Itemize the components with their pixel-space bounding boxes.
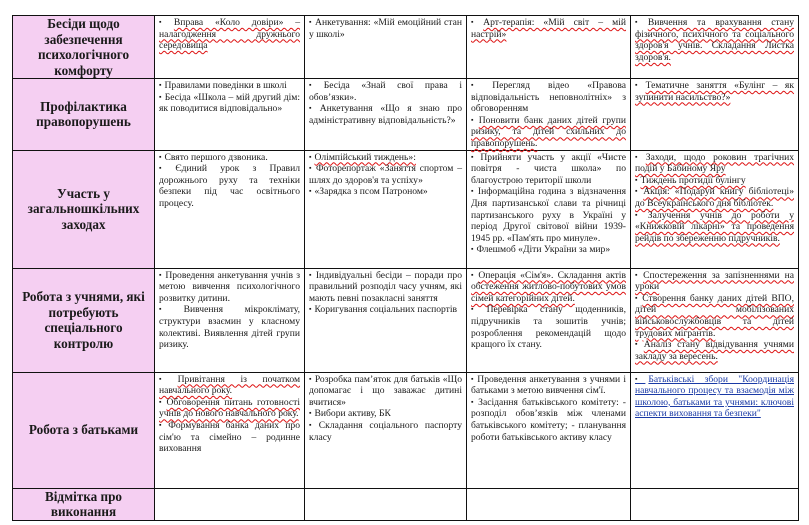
bullet-icon: ▪: [159, 305, 181, 314]
bullet-icon: ▪: [471, 397, 476, 406]
activity-cell: [631, 79, 799, 151]
list-item-text: Заходи, щодо роковин трагічних подій у Бабиному Яру: [635, 151, 795, 175]
activity-cell: [155, 268, 305, 372]
table-row-completion-mark: [13, 488, 799, 520]
activity-cell: [155, 79, 305, 151]
bullet-icon: ▪: [309, 187, 312, 196]
list-item: [159, 17, 300, 52]
parent-meeting-link[interactable]: [635, 374, 794, 420]
activity-cell: [631, 16, 799, 79]
bullet-icon: ▪: [309, 305, 312, 314]
row-heading: Бесіди щодо забезпечення психологічного комфорту: [13, 16, 155, 79]
activity-cell: [467, 268, 631, 372]
bullet-icon: ▪: [309, 409, 312, 418]
activity-cell: [467, 150, 631, 268]
activity-cell: [305, 488, 467, 520]
list-item: [471, 270, 626, 305]
bullet-icon: ▪: [635, 175, 638, 184]
table-row-special-control: [13, 268, 799, 372]
list-item: [635, 186, 794, 209]
bullet-icon: ▪: [635, 18, 645, 26]
list-item: [635, 210, 794, 245]
table-body: [13, 16, 799, 521]
list-item-text: Залучення учнів до роботи у «Книжковій лікарні» та проведення рейдів по збереженню підручників.: [635, 209, 794, 244]
list-item-text: Вибори активу, БК: [314, 408, 391, 420]
list-item: [159, 92, 300, 115]
bullet-icon: ▪: [159, 81, 162, 89]
bullet-icon: ▪: [471, 115, 476, 124]
bullet-icon: ▪: [159, 152, 162, 161]
activity-cell: [305, 150, 467, 268]
activity-cell: [305, 372, 467, 488]
list-item: [309, 304, 462, 316]
bullet-icon: ▪: [471, 374, 475, 383]
list-item-text: Свято першого дзвоника.: [164, 151, 268, 163]
list-item-text: Привітання із початком навчального року.: [159, 373, 301, 397]
list-item: [635, 80, 794, 103]
list-item-text: Інформаційна година з відзначення Дня партизанської слави та річниці партизанського руху в Україні у період Другої світової війни 1939-1945 рр. «Пам'ять про минуле».: [471, 186, 626, 244]
list-item-text: Єдиний урок з Правил дорожнього руху та техніки безпеки під час освітнього процесу.: [159, 163, 300, 209]
activity-cell: [305, 268, 467, 372]
bullet-icon: ▪: [309, 420, 316, 429]
list-item: [471, 304, 626, 350]
list-item-text: Проведення анкетування учнів з метою вивчення психологічного розвитку дитини.: [159, 269, 300, 304]
list-item: [471, 17, 626, 40]
list-item-text: Засідання батьківського комітету: - розподіл обов’язків між членами батьківського комітету; - планування роботи батьківського активу класу: [471, 396, 627, 443]
list-item-text: Батьківські збори "Координація навчального процесу та взаємодія між школою, батьками та учнями: ключові аспекти виховання та безпеки": [635, 373, 795, 420]
list-item: [471, 80, 626, 115]
bullet-icon: ▪: [635, 81, 643, 89]
bullet-icon: ▪: [471, 270, 476, 279]
row-heading: Робота з батьками: [13, 372, 155, 488]
bullet-icon: ▪: [635, 293, 640, 302]
bullet-icon: ▪: [309, 104, 317, 113]
list-item: [159, 420, 300, 455]
list-item: [635, 270, 794, 293]
table-row-parents: [13, 372, 799, 488]
activity-cell: [467, 372, 631, 488]
list-item: [309, 80, 462, 103]
activity-cell: [305, 16, 467, 79]
list-item: [159, 374, 300, 397]
list-item: [471, 152, 626, 187]
list-item-text: Бесіда «Знай свої права і обов’язки».: [309, 80, 462, 103]
list-item-text: Тиждень протидії булінгу: [640, 174, 746, 186]
list-item: [635, 175, 794, 187]
list-item-text: Правилами поведінки в школі: [164, 80, 287, 91]
activity-cell: [305, 79, 467, 151]
bullet-icon: ▪: [635, 270, 641, 279]
list-item-text: Перегляд відео «Правова відповідальність неповнолітніх» з обговоренням: [471, 80, 626, 115]
list-item-text: Олімпійський тиждень»:: [314, 151, 416, 163]
list-item: [159, 304, 300, 350]
list-item-text: Створення банку даних дітей ВПО, дітей мобілізованих військовослужбовців та дітей трудових мігрантів.: [635, 292, 794, 339]
activity-cell: [155, 488, 305, 520]
list-item: [635, 17, 794, 63]
bullet-icon: ▪: [309, 164, 313, 173]
bullet-icon: ▪: [635, 374, 646, 383]
bullet-icon: ▪: [471, 245, 474, 254]
bullet-icon: ▪: [635, 340, 641, 349]
list-item-text: Поновити банк даних дітей групи ризику, та дітей схильних до правопорушень.: [471, 114, 626, 149]
list-item-text: «Зарядка з псом Патроном»: [314, 186, 428, 198]
education-plan-table: [12, 15, 799, 521]
list-item: [159, 270, 300, 305]
activity-cell: [467, 488, 631, 520]
list-item-text: Аналіз стану відвідування учнями закладу за вересень.: [635, 339, 794, 362]
list-item-text: Складання соціального паспорту класу: [309, 419, 462, 443]
bullet-icon: ▪: [309, 18, 313, 26]
list-item: [309, 103, 462, 126]
list-item-text: Флешмоб «Діти України за мир»: [476, 244, 611, 256]
bullet-icon: ▪: [309, 152, 312, 161]
list-item: [471, 397, 626, 443]
row-heading: Відмітка про виконання: [13, 488, 155, 520]
list-item-text: Вправа «Коло довіри» – налагодження дружнього середовища: [159, 17, 300, 52]
bullet-icon: ▪: [471, 81, 490, 89]
list-item-text: Перевірка стану щоденників, підручників та зошитів учнів; розроблення рекомендацій щодо кращого їх стану.: [471, 304, 626, 351]
activity-cell: [467, 79, 631, 151]
list-item: [635, 293, 794, 339]
list-item: [309, 408, 462, 420]
bullet-icon: ▪: [635, 187, 641, 196]
row-heading: Участь у загальношкільних заходах: [13, 150, 155, 268]
bullet-icon: ▪: [309, 270, 313, 279]
list-item-text: Операція «Сім'я». Складання актів обстеження житлово-побутових умов сімей категорійних дітей.: [471, 269, 626, 304]
table-row-offense-prevention: [13, 79, 799, 151]
list-item: [159, 80, 300, 92]
bullet-icon: ▪: [471, 152, 478, 161]
bullet-icon: ▪: [159, 270, 163, 279]
list-item: [309, 152, 462, 164]
list-item-text: Тематичне заняття «Булінг – як зупинити насильство?»: [635, 80, 795, 103]
list-item: [309, 186, 462, 198]
bullet-icon: ▪: [309, 81, 321, 89]
list-item-text: Арт-терапія: «Мій світ – мій настрій»: [471, 17, 627, 40]
list-item: [159, 397, 300, 420]
list-item: [635, 339, 794, 362]
activity-cell: [155, 372, 305, 488]
list-item-text: Прийняти участь у акції «Чисте повітря - чиста школа» по благоустрою території школи: [471, 151, 626, 186]
list-item: [159, 163, 300, 209]
list-item: [309, 420, 462, 443]
bullet-icon: ▪: [159, 18, 171, 26]
list-item: [635, 152, 794, 175]
list-item: [309, 163, 462, 186]
list-item-text: Анкетування «Що я знаю про адміністративну відповідальність?»: [309, 103, 463, 126]
list-item: [159, 152, 300, 164]
list-item-text: Вивчення та врахування стану фізичного, психічного та соціального здоров'я учнів. Складання Листка здоров'я.: [635, 17, 794, 63]
list-item-text: Анкетування: «Мій емоційний стан у школі»: [309, 17, 463, 40]
list-item-text: Проведення анкетування з учнями і батьками з метою вивчення сім'ї.: [471, 373, 627, 397]
bullet-icon: ▪: [471, 187, 475, 196]
table-row-psych-comfort: [13, 16, 799, 79]
list-item: [471, 374, 626, 397]
table-row-school-events: [13, 150, 799, 268]
list-item: [309, 17, 462, 40]
list-item-text: Акція: «Подаруй книгу бібліотеці» до Всеукраїнського дня бібліотек.: [635, 186, 795, 209]
activity-cell: [155, 16, 305, 79]
list-item: [471, 115, 626, 150]
list-item-text: Обговорення питань готовності учнів до нового навчального року.: [159, 396, 300, 420]
list-item: [471, 244, 626, 256]
bullet-icon: ▪: [635, 152, 643, 161]
list-item-text: Бесіда «Школа – мій другий дім: як поводитися відповідально»: [159, 91, 300, 115]
list-item-text: Розробка пам’яток для батьків «Що допомагає і що заважає дитині вчитися»: [309, 373, 462, 408]
bullet-icon: ▪: [471, 305, 484, 314]
activity-cell: [631, 372, 799, 488]
bullet-icon: ▪: [635, 210, 645, 219]
list-item: [471, 186, 626, 244]
list-item-text: Формування банка даних про сім'ю та сімейно – родинне виховання: [159, 419, 300, 455]
bullet-icon: ▪: [159, 374, 175, 383]
list-item-text: Спостереження за запізненнями на уроки: [635, 269, 794, 293]
bullet-icon: ▪: [159, 164, 173, 173]
activity-cell: [631, 150, 799, 268]
activity-cell: [155, 150, 305, 268]
list-item: [309, 270, 462, 305]
list-item-text: Фоторепортаж «Заняття спортом – шлях до здоров'я та успіху»: [309, 163, 462, 186]
activity-cell: [631, 268, 799, 372]
bullet-icon: ▪: [159, 92, 162, 101]
bullet-icon: ▪: [471, 18, 481, 26]
activity-cell: [631, 488, 799, 520]
list-item-text: Коригування соціальних паспортів: [314, 304, 458, 316]
list-item-text: Індивідуальні бесіди – поради про правильний розподіл часу учням, які мають певні позакласні заняття: [309, 269, 462, 304]
bullet-icon: ▪: [159, 397, 164, 406]
row-heading: Робота з учнями, які потребують спеціального контролю: [13, 268, 155, 372]
activity-cell: [467, 16, 631, 79]
list-item-text: Вивчення мікроклімату, структури взаємин у класному колективі. Виявлення дітей групи ризику.: [159, 304, 301, 351]
list-item: [309, 374, 462, 409]
bullet-icon: ▪: [159, 420, 166, 429]
bullet-icon: ▪: [309, 374, 312, 383]
row-heading: Профілактика правопорушень: [13, 79, 155, 151]
